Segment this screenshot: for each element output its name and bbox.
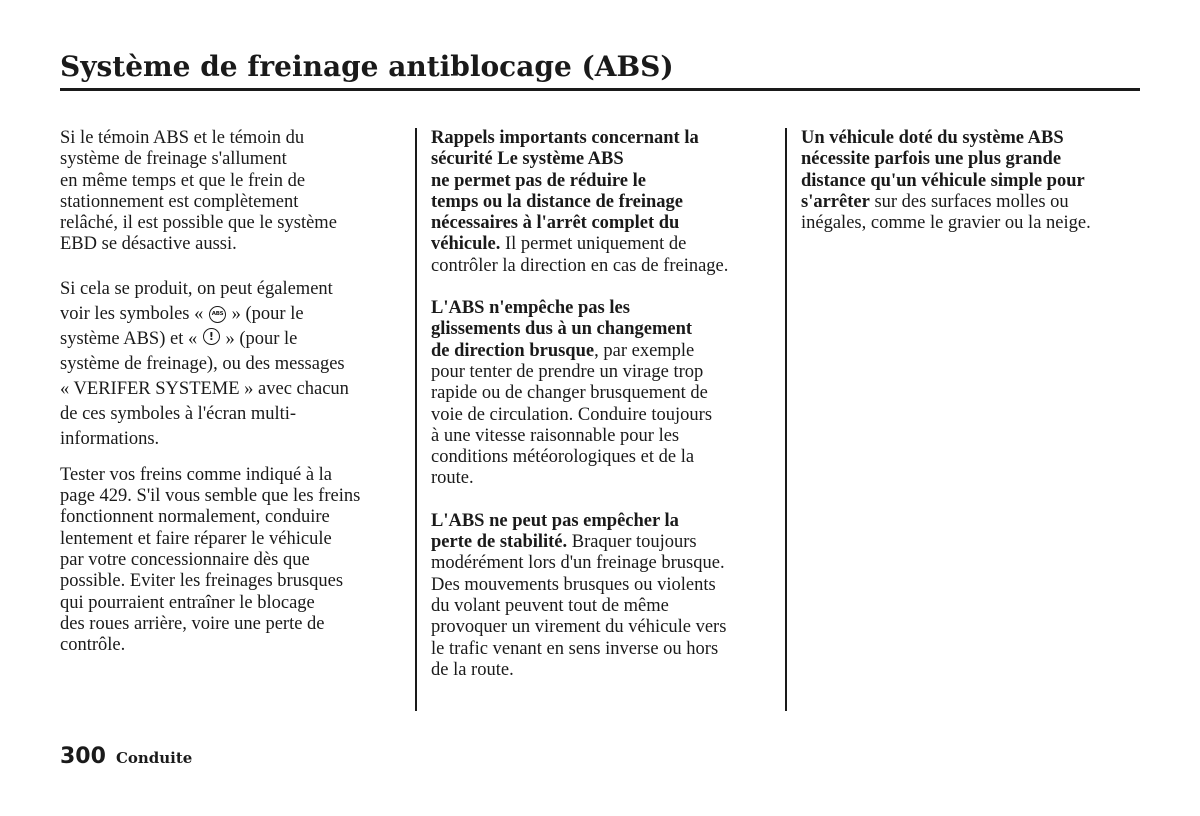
text-line: du volant peuvent tout de même: [431, 595, 669, 616]
paragraph-stability: [431, 511, 776, 681]
page-title: Système de freinage antiblocage (ABS): [60, 50, 674, 83]
text-line: inégales, comme le gravier ou la neige.: [801, 213, 1091, 234]
text-line: modérément lors d'un freinage brusque.: [431, 553, 725, 574]
text-line: qui pourraient entraîner le blocage: [60, 592, 315, 613]
text-line: [60, 327, 405, 352]
bold-text: glissements dus à un changement: [431, 319, 693, 340]
text-line: Des mouvements brusques ou violents: [431, 574, 716, 595]
bold-text: perte de stabilité.: [431, 532, 568, 553]
text-line: EBD se désactive aussi.: [60, 234, 237, 255]
text-line: [431, 319, 776, 340]
text-line: [801, 171, 1146, 192]
text-line: fonctionnent normalement, conduire: [60, 507, 330, 528]
bold-text: Rappels importants concernant la: [431, 128, 699, 148]
text-segment: Il permet uniquement de: [500, 234, 687, 255]
column-divider: [415, 128, 417, 711]
text-segment: » (pour le: [225, 328, 298, 349]
bold-text: nécessaires à l'arrêt complet du: [431, 213, 680, 234]
text-line: contrôler la direction en cas de freinage.: [431, 255, 729, 276]
column-divider: [785, 128, 787, 711]
abs-icon-label: ABS: [211, 310, 224, 317]
text-line: [431, 511, 776, 532]
brake-icon-label: !: [208, 329, 214, 343]
text-segment: système ABS) et «: [60, 328, 198, 349]
text-line: rapide ou de changer brusquement de: [431, 383, 708, 404]
section-name: Conduite: [115, 749, 193, 767]
paragraph-symbols: [60, 277, 405, 452]
paragraph-test-brakes: [60, 465, 405, 657]
text-line: relâché, il est possible que le système: [60, 213, 337, 234]
bold-text: L'ABS n'empêche pas les: [431, 298, 630, 319]
text-line: [431, 532, 776, 553]
paragraph-safety-reminders: [431, 128, 776, 277]
text-line: page 429. S'il vous semble que les freins: [60, 486, 361, 507]
text-line: système de freinage), ou des messages: [60, 353, 345, 374]
text-line: informations.: [60, 428, 160, 449]
text-line: des roues arrière, voire une perte de: [60, 613, 325, 634]
text-line: Si le témoin ABS et le témoin du: [60, 128, 305, 148]
bold-text: véhicule.: [431, 234, 501, 255]
column-middle: [431, 128, 776, 681]
text-line: [801, 149, 1146, 170]
text-segment: , par exemple: [594, 340, 695, 361]
text-line: le trafic venant en sens inverse ou hors: [431, 638, 719, 659]
text-line: Si cela se produit, on peut également: [60, 278, 333, 299]
page-footer: [60, 744, 192, 769]
text-line: système de freinage s'allument: [60, 149, 287, 170]
text-segment: sur des surfaces molles ou: [869, 191, 1069, 212]
text-line: [801, 128, 1146, 149]
text-line: « VERIFER SYSTEME » avec chacun: [60, 378, 349, 399]
text-line: [801, 192, 1146, 213]
column-left: [60, 128, 405, 656]
title-rule: [60, 88, 1140, 91]
column-right: [801, 128, 1146, 234]
text-segment: » (pour le: [231, 303, 304, 324]
text-line: à une vitesse raisonnable pour les: [431, 425, 680, 446]
text-segment: voir les symboles «: [60, 303, 204, 324]
text-line: par votre concessionnaire dès que: [60, 549, 310, 570]
bold-text: s'arrêter: [801, 191, 870, 212]
text-line: [431, 298, 776, 319]
text-line: Tester vos freins comme indiqué à la: [60, 464, 333, 485]
text-line: contrôle.: [60, 635, 126, 656]
bold-text: nécessite parfois une plus grande: [801, 149, 1062, 170]
bold-text: ne permet pas de réduire le: [431, 170, 646, 191]
text-line: pour tenter de prendre un virage trop: [431, 361, 704, 382]
text-line: [431, 149, 776, 170]
text-segment: Braquer toujours: [567, 532, 697, 553]
text-line: [60, 302, 405, 327]
text-line: possible. Eviter les freinages brusques: [60, 571, 344, 592]
paragraph-abs-ebd-warning: [60, 128, 405, 256]
text-line: de ces symboles à l'écran multi-: [60, 403, 297, 424]
text-line: [431, 234, 776, 255]
text-line: de la route.: [431, 659, 514, 680]
page-number: 300: [60, 744, 106, 769]
bold-text: Un véhicule doté du système ABS: [801, 128, 1064, 148]
text-line: [431, 341, 776, 362]
paragraph-skidding: [431, 298, 776, 490]
text-line: provoquer un virement du véhicule vers: [431, 617, 727, 638]
bold-text: de direction brusque: [431, 340, 595, 361]
bold-text: temps ou la distance de freinage: [431, 191, 683, 212]
abs-warning-icon: [209, 306, 226, 323]
text-line: lentement et faire réparer le véhicule: [60, 528, 332, 549]
text-line: [431, 171, 776, 192]
bold-text: sécurité Le système ABS: [431, 149, 624, 170]
text-line: route.: [431, 468, 474, 489]
text-line: stationnement est complètement: [60, 191, 299, 212]
bold-text: L'ABS ne peut pas empêcher la: [431, 510, 679, 531]
text-line: conditions météorologiques et de la: [431, 447, 695, 468]
text-line: voie de circulation. Conduire toujours: [431, 404, 713, 425]
bold-text: distance qu'un véhicule simple pour: [801, 170, 1085, 191]
text-line: [431, 213, 776, 234]
text-line: en même temps et que le frein de: [60, 170, 306, 191]
text-line: [431, 128, 776, 149]
brake-warning-icon: [203, 328, 220, 345]
paragraph-stopping-distance: [801, 128, 1146, 234]
text-line: [431, 192, 776, 213]
